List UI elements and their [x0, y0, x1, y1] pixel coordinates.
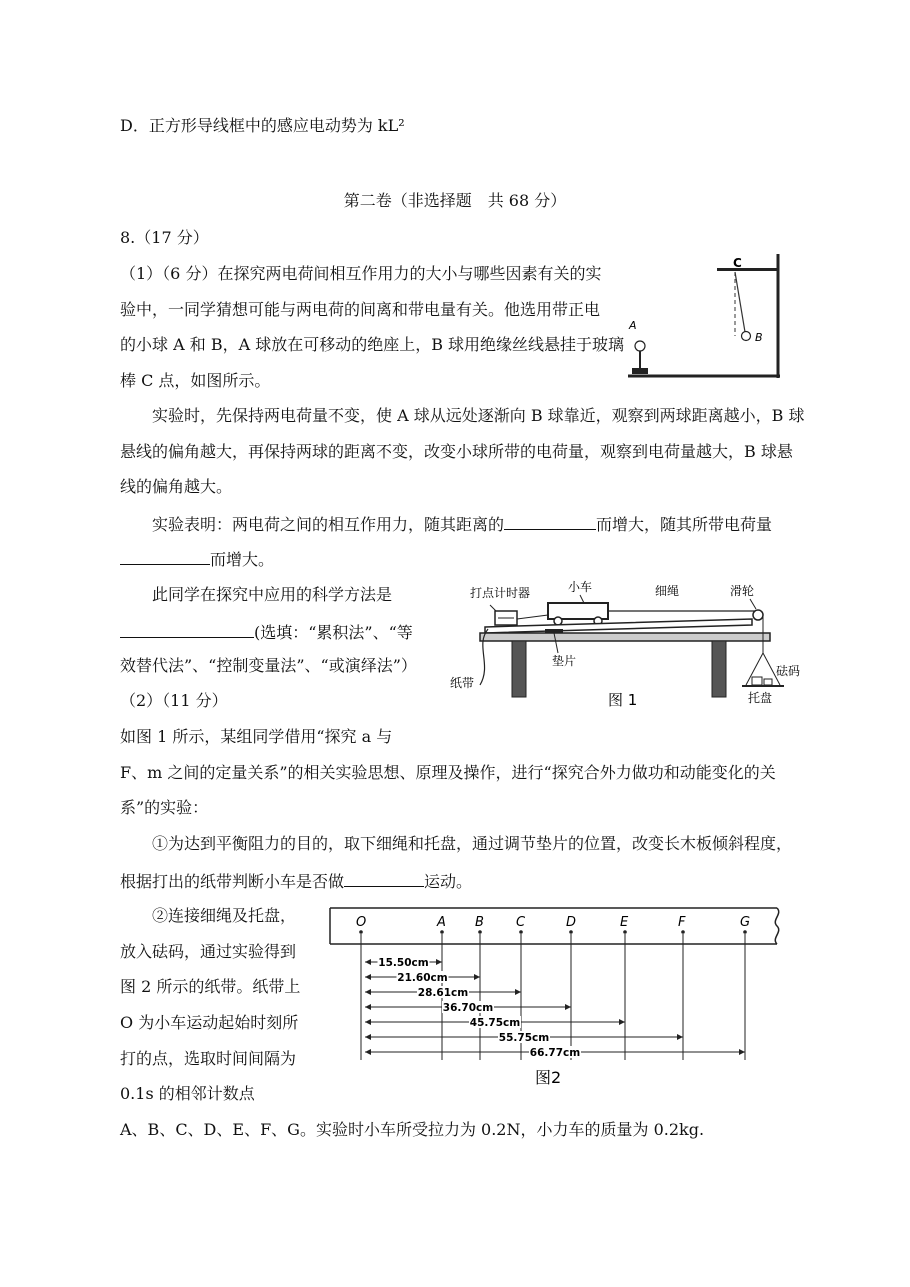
point-label-A: A — [437, 915, 446, 930]
label-tray: 托盘 — [748, 691, 773, 705]
arrow-start-7 — [365, 1049, 371, 1055]
stand-base — [632, 368, 648, 374]
table-top — [480, 633, 770, 641]
q8-p2-line3: 线的偏角越大。 — [120, 477, 233, 496]
q8-p4-line3: 效替代法”、“控制变量法”、“或演绎法”） — [120, 656, 417, 675]
label-pad: 垫片 — [552, 654, 577, 668]
q8-p3-text-a: 实验表明：两电荷之间的相互作用力，随其距离的 — [152, 515, 505, 534]
label-b: B — [755, 331, 763, 344]
tape-on-board — [517, 615, 548, 619]
q8-p4-line1: 此同学在探究中应用的科学方法是 — [152, 585, 393, 604]
q8-p2-line1: 实验时，先保持两电荷量不变，使 A 球从远处逐渐向 B 球靠近，观察到两球距离越小，B 球 — [152, 406, 805, 425]
point-label-O: O — [356, 915, 367, 930]
weight-1 — [752, 677, 762, 685]
table-leg-left — [512, 641, 526, 697]
dimension-label-1: 15.50cm — [378, 957, 429, 969]
q8-p6-text-c: 运动。 — [424, 872, 473, 891]
q8-p1-line2: 验中，一同学猜想可能与两电荷的间离和带电量有关。他选用带正电 — [120, 300, 601, 319]
tape-points — [356, 915, 750, 1060]
arrow-end-6 — [677, 1034, 683, 1040]
q8-p3-line1 — [152, 513, 772, 535]
arrow-end-5 — [619, 1019, 625, 1025]
point-dot-G — [743, 930, 747, 934]
glass-rod — [717, 268, 779, 271]
figure-1-caption: 图 1 — [608, 691, 638, 709]
answer-blank-method[interactable] — [120, 621, 254, 638]
label-string: 细绳 — [655, 584, 680, 598]
weight-2 — [764, 679, 772, 685]
figure-2-tape — [325, 900, 795, 1090]
label-a: A — [629, 319, 637, 332]
q8-part2-heading: （2）（11 分） — [120, 691, 228, 710]
q8-p5-line1: 如图 1 所示，某组同学借用“探究 a 与 — [120, 727, 393, 746]
arrow-end-7 — [739, 1049, 745, 1055]
table-leg-right — [712, 641, 726, 697]
q8-p5-line3: 系”的实验： — [120, 798, 209, 817]
q8-p7-line1: ②连接细绳及托盘， — [152, 906, 297, 925]
arrow-start-3 — [365, 989, 371, 995]
pad — [545, 629, 563, 633]
question-8-heading: 8.（17 分） — [120, 228, 209, 247]
arrow-start-5 — [365, 1019, 371, 1025]
arrow-start-1 — [365, 959, 371, 965]
dimension-label-6: 55.75cm — [498, 1032, 550, 1044]
q8-p7-line4: O 为小车运动起始时刻所 — [120, 1013, 299, 1032]
label-c: C — [733, 256, 742, 270]
point-dot-A — [440, 930, 444, 934]
q8-p6-text-b: 根据打出的纸带判断小车是否做 — [120, 872, 345, 891]
label-cart: 小车 — [568, 580, 593, 594]
answer-blank-charge[interactable] — [120, 548, 210, 565]
point-dot-C — [519, 930, 523, 934]
dimension-label-4: 36.70cm — [442, 1002, 494, 1014]
point-label-F: F — [678, 915, 686, 930]
answer-blank-motion[interactable] — [344, 870, 424, 887]
point-dot-D — [569, 930, 573, 934]
point-dot-B — [478, 930, 482, 934]
long-board — [485, 619, 752, 633]
q8-p5-line2: F、m 之间的定量关系”的相关实验思想、原理及操作，进行“探究合外力做功和动能变化的关 — [120, 763, 776, 782]
point-dot-F — [681, 930, 685, 934]
q8-p1-line1: （1）（6 分）在探究两电荷间相互作用力的大小与哪些因素有关的实 — [120, 264, 602, 283]
q8-p6-line2 — [120, 870, 472, 892]
q8-p7-line5: 打的点，选取时间间隔为 — [120, 1049, 297, 1068]
dimension-label-3: 28.61cm — [417, 987, 469, 999]
section-title: 第二卷（非选择题 共 68 分） — [343, 191, 567, 210]
label-weights: 砝码 — [776, 664, 801, 678]
tape-torn-edge — [775, 908, 778, 944]
pulley-leader — [750, 599, 756, 609]
figure-2-caption: 图2 — [535, 1068, 562, 1087]
pendulum-figure — [620, 252, 790, 387]
pulley — [753, 610, 763, 620]
dimension-label-2: 21.60cm — [397, 972, 448, 984]
ball-b — [742, 332, 751, 341]
cart-wheel-left — [554, 617, 562, 625]
arrow-end-2 — [474, 974, 480, 980]
point-dot-E — [623, 930, 627, 934]
q8-p4-line2 — [120, 621, 413, 643]
option-d: D．正方形导线框中的感应电动势为 kL² — [120, 116, 405, 135]
dimension-label-5: 45.75cm — [469, 1017, 521, 1029]
point-label-B: B — [475, 915, 484, 930]
q8-p7-line6: 0.1s 的相邻计数点 — [120, 1084, 255, 1103]
q8-p7-line3: 图 2 所示的纸带。纸带上 — [120, 977, 301, 996]
label-timer: 打点计时器 — [470, 586, 531, 600]
ball-a — [635, 341, 645, 351]
q8-p8-line: A、B、C、D、E、F、G。实验时小车所受拉力为 0.2N，小力车的质量为 0.2kg. — [120, 1120, 705, 1139]
q8-p3-text-c: 而增大。 — [210, 550, 275, 569]
q8-p3-text-b: 而增大，随其所带电荷量 — [596, 515, 773, 534]
point-dot-O — [359, 930, 363, 934]
point-label-E: E — [620, 915, 629, 930]
arrow-start-4 — [365, 1004, 371, 1010]
point-label-D: D — [566, 915, 577, 930]
silk-thread — [735, 272, 745, 332]
figure-1-apparatus — [440, 575, 810, 715]
distance-dimensions — [365, 956, 745, 1059]
arrow-start-6 — [365, 1034, 371, 1040]
arrow-end-4 — [565, 1004, 571, 1010]
answer-blank-distance[interactable] — [504, 513, 596, 530]
arrow-end-3 — [515, 989, 521, 995]
point-label-G: G — [740, 915, 751, 930]
point-label-C: C — [516, 915, 526, 930]
label-pulley: 滑轮 — [730, 584, 755, 598]
q8-p1-line3: 的小球 A 和 B，A 球放在可移动的绝座上，B 球用绝缘丝线悬挂于玻璃 — [120, 335, 625, 354]
q8-p1-line4: 棒 C 点，如图所示。 — [120, 371, 271, 390]
q8-p3-line2 — [120, 548, 274, 570]
q8-p7-line2: 放入砝码，通过实验得到 — [120, 942, 297, 961]
arrow-start-2 — [365, 974, 371, 980]
q8-p2-line2: 悬线的偏角越大，再保持两球的距离不变，改变小球所带的电荷量，观察到电荷量越大，B 球悬 — [120, 442, 793, 461]
q8-p4-text-b: (选填：“累积法”、“等 — [254, 623, 413, 642]
arrow-end-1 — [436, 959, 442, 965]
q8-p6-line1: ①为达到平衡阻力的目的，取下细绳和托盘，通过调节垫片的位置，改变长木板倾斜程度， — [152, 834, 793, 853]
label-tape: 纸带 — [450, 676, 475, 690]
dimension-label-7: 66.77cm — [529, 1047, 581, 1059]
